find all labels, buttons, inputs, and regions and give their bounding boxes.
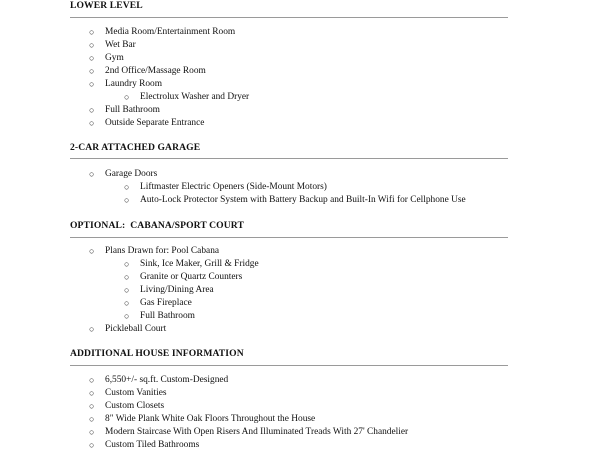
bullet-icon: ○ — [89, 53, 95, 63]
list-subitem: ○ Liftmaster Electric Openers (Side-Mount Motors) — [124, 182, 327, 192]
bullet-icon: ○ — [124, 92, 130, 102]
list-subitem: ○ Gas Fireplace — [124, 298, 192, 308]
list-item: ○ 8" Wide Plank White Oak Floors Throughout the House — [89, 414, 316, 424]
list-item: ○ 2nd Office/Massage Room — [89, 66, 206, 76]
bullet-icon: ○ — [89, 27, 95, 37]
section-heading-cabana: OPTIONAL: CABANA/SPORT COURT — [70, 220, 244, 231]
section-divider — [70, 158, 508, 159]
list-subitem: ○ Full Bathroom — [124, 311, 195, 321]
list-item: ○ Wet Bar — [89, 40, 136, 50]
bullet-icon: ○ — [124, 182, 130, 192]
list-subitem: ○ Electrolux Washer and Dryer — [124, 92, 250, 102]
list-item: ○ Custom Tiled Bathrooms — [89, 440, 200, 450]
bullet-icon: ○ — [89, 401, 95, 411]
bullet-icon: ○ — [89, 169, 95, 179]
bullet-icon: ○ — [89, 118, 95, 128]
bullet-icon: ○ — [89, 388, 95, 398]
bullet-icon: ○ — [124, 311, 130, 321]
list-item: ○ 6,550+/- sq.ft. Custom-Designed — [89, 375, 229, 385]
section-divider — [70, 237, 508, 238]
bullet-icon: ○ — [89, 427, 95, 437]
bullet-icon: ○ — [124, 298, 130, 308]
list-item: ○ Plans Drawn for: Pool Cabana — [89, 246, 220, 256]
bullet-icon: ○ — [89, 414, 95, 424]
bullet-icon: ○ — [89, 440, 95, 450]
bullet-icon: ○ — [124, 272, 130, 282]
list-item: ○ Media Room/Entertainment Room — [89, 27, 236, 37]
list-subitem: ○ Auto-Lock Protector System with Battery Backup and Built-In Wifi for Cellphone Use — [124, 195, 466, 205]
list-item: ○ Modern Staircase With Open Risers And Illuminated Treads With 27' Chandelier — [89, 427, 409, 437]
list-item: ○ Full Bathroom — [89, 105, 160, 115]
section-heading-additional-info: ADDITIONAL HOUSE INFORMATION — [70, 348, 244, 359]
section-heading-garage: 2-CAR ATTACHED GARAGE — [70, 142, 201, 153]
bullet-icon: ○ — [124, 195, 130, 205]
bullet-icon: ○ — [89, 105, 95, 115]
list-item: ○ Outside Separate Entrance — [89, 118, 205, 128]
bullet-icon: ○ — [124, 259, 130, 269]
list-item: ○ Pickleball Court — [89, 324, 167, 334]
bullet-icon: ○ — [89, 375, 95, 385]
section-divider — [70, 365, 508, 366]
list-subitem: ○ Living/Dining Area — [124, 285, 214, 295]
bullet-icon: ○ — [89, 40, 95, 50]
list-item: ○ Custom Closets — [89, 401, 165, 411]
list-item: ○ Garage Doors — [89, 169, 158, 179]
list-item: ○ Custom Vanities — [89, 388, 167, 398]
list-subitem: ○ Granite or Quartz Counters — [124, 272, 243, 282]
list-item: ○ Gym — [89, 53, 124, 63]
bullet-icon: ○ — [124, 285, 130, 295]
bullet-icon: ○ — [89, 66, 95, 76]
bullet-icon: ○ — [89, 246, 95, 256]
bullet-icon: ○ — [89, 79, 95, 89]
section-heading-lower-level: LOWER LEVEL — [70, 0, 143, 11]
bullet-icon: ○ — [89, 324, 95, 334]
list-subitem: ○ Sink, Ice Maker, Grill & Fridge — [124, 259, 259, 269]
section-divider — [70, 17, 508, 18]
list-item: ○ Laundry Room — [89, 79, 163, 89]
